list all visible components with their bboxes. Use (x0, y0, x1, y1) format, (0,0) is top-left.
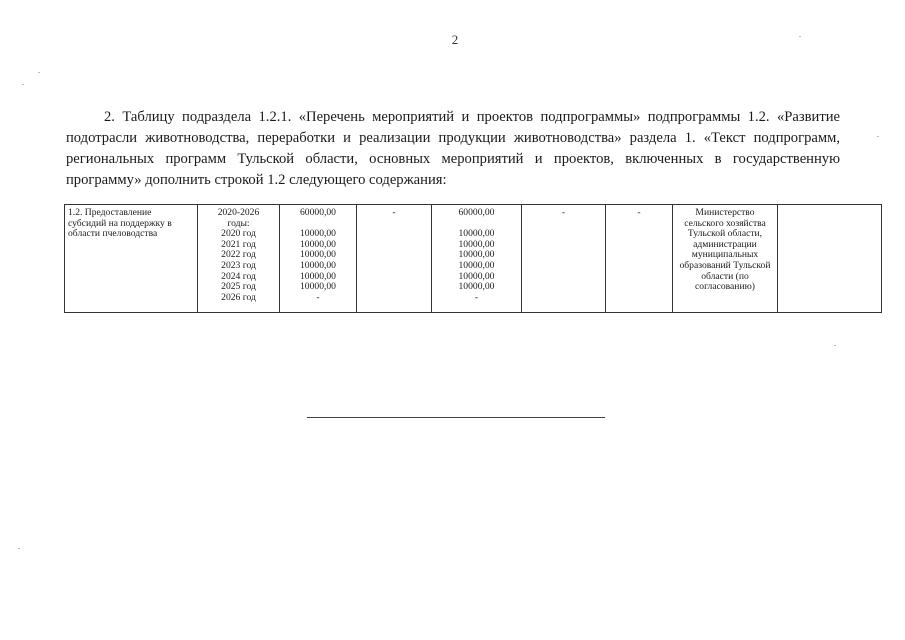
regional-year-value: 10000,00 (458, 238, 495, 250)
measure-name-line: области пчеловодства (68, 228, 158, 240)
scan-speck (38, 72, 40, 73)
total-year-value: 10000,00 (300, 281, 336, 293)
scan-speck (877, 136, 879, 137)
measure-name-cell (65, 205, 198, 313)
total-year-value: 10000,00 (300, 249, 336, 261)
measure-name-line: 1.2. Предоставление (68, 207, 152, 218)
year-label: 2023 год (221, 259, 256, 271)
executor-line: согласованию) (695, 281, 755, 293)
measure-name-line: субсидий на поддержку в (68, 217, 172, 229)
total-year-value: - (316, 291, 320, 303)
measures-table (64, 204, 882, 313)
total-year-value: 10000,00 (300, 259, 336, 271)
years-period: 2020-2026 (217, 207, 260, 218)
total-year-value: 10000,00 (300, 238, 336, 250)
table-row (65, 205, 882, 313)
total-funding-cell (280, 205, 357, 313)
regional-year-value: 10000,00 (458, 249, 495, 261)
year-label: 2022 год (221, 249, 256, 261)
year-label: 2025 год (221, 281, 256, 293)
year-label: 2021 год (221, 238, 256, 250)
executor-line: области (по (701, 270, 749, 282)
regional-year-value: 10000,00 (458, 228, 495, 240)
scan-speck (799, 36, 801, 37)
executor-line: сельского хозяйства (684, 217, 766, 229)
year-label: 2020 год (221, 228, 256, 240)
indicator-cell (778, 205, 882, 313)
local-budget-cell (522, 205, 606, 313)
executor-line: Тульской области, (687, 228, 763, 240)
year-label: 2024 год (221, 270, 256, 282)
scan-speck (834, 345, 836, 346)
regional-year-value: 10000,00 (458, 270, 495, 282)
closing-rule (307, 417, 605, 418)
regional-year-value: 10000,00 (458, 259, 495, 271)
regional-sum: 60000,00 (458, 207, 495, 218)
executor-line: администрации (693, 238, 757, 250)
intro-text: 2. Таблицу подраздела 1.2.1. «Перечень мероприятий и проектов подпрограммы» подпрограммы 1.2. «Развитие подотрасли животноводства, переработки и реализации продукции животноводства» раздела 1. «Текст подпрограмм, региональных программ Тульской области, основных мероприятий и проектов, включенных в государственную программу» дополнить строкой 1.2 следующего содержания: (66, 109, 840, 188)
total-year-value: 10000,00 (300, 228, 336, 240)
year-label: 2026 год (221, 291, 256, 303)
executor-line: образований Тульской (679, 259, 771, 271)
local-value: - (561, 207, 566, 218)
executor-cell (673, 205, 778, 313)
years-cell (198, 205, 280, 313)
total-sum: 60000,00 (300, 207, 336, 218)
years-suffix: годы: (227, 217, 250, 229)
other-sources-cell (606, 205, 673, 313)
scan-speck (22, 84, 24, 85)
page-number: 2 (451, 32, 459, 47)
federal-budget-cell (357, 205, 432, 313)
intro-paragraph (66, 107, 840, 191)
regional-year-value: 10000,00 (458, 281, 495, 293)
executor-line: муниципальных (691, 249, 759, 261)
executor-line: Министерство (695, 207, 755, 218)
regional-budget-cell (432, 205, 522, 313)
regional-year-value: - (474, 291, 479, 303)
federal-value: - (392, 207, 396, 218)
other-value: - (637, 207, 641, 218)
scan-speck (18, 548, 20, 549)
total-year-value: 10000,00 (300, 270, 336, 282)
